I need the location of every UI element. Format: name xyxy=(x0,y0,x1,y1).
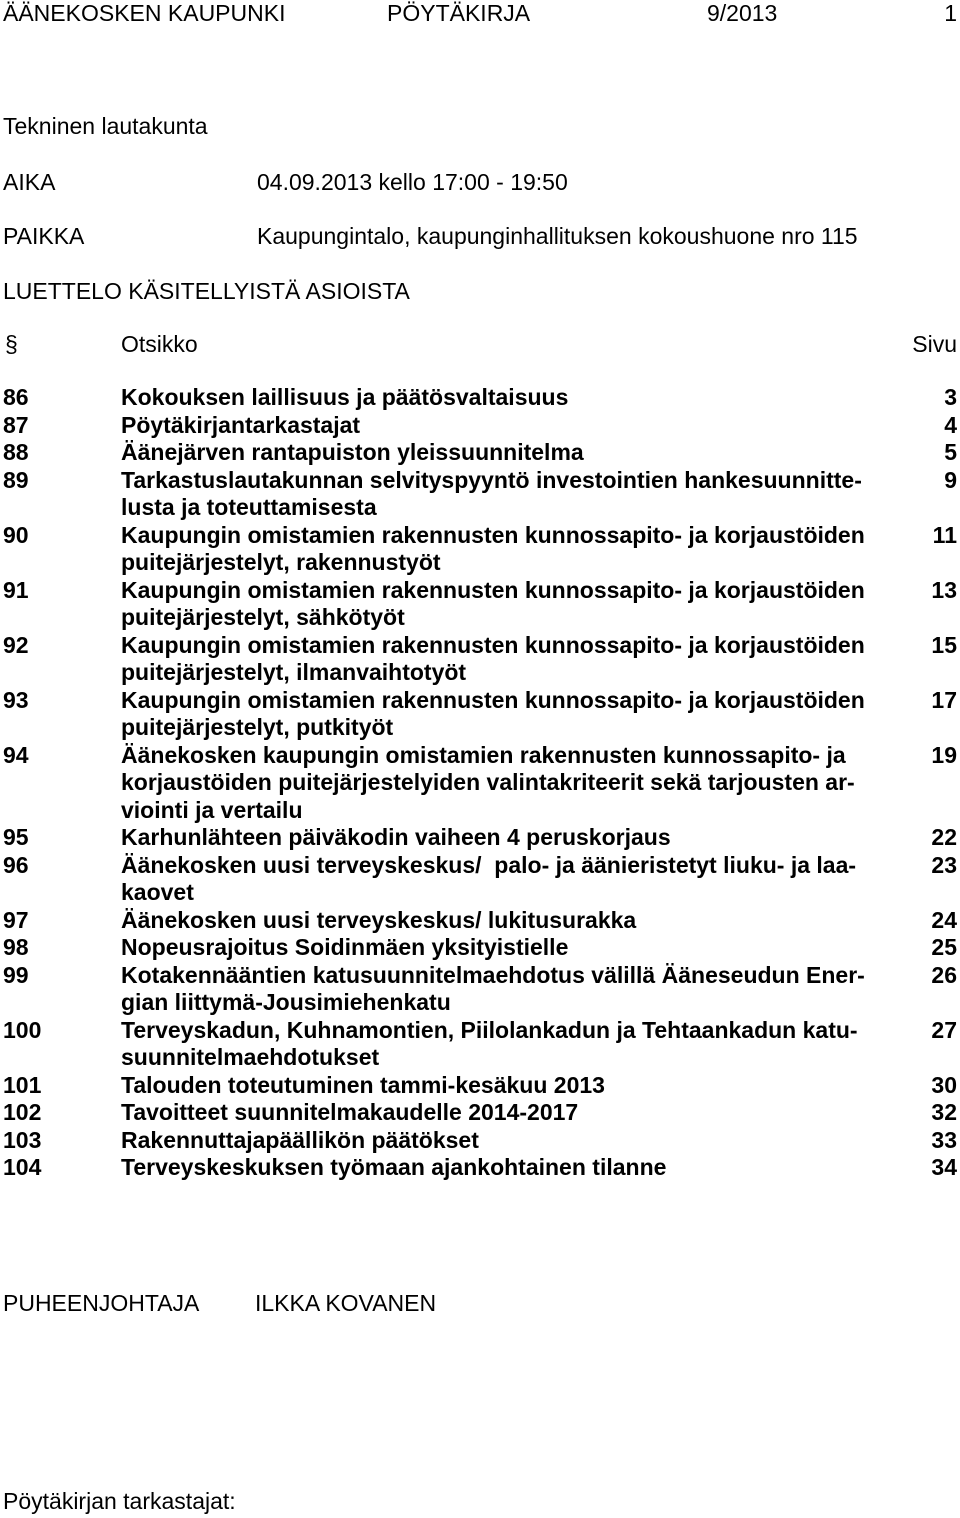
item-number: 90 xyxy=(3,521,29,548)
item-page: 26 xyxy=(931,961,957,988)
item-title-line: Tarkastuslautakunnan selvityspyyntö investointien hankesuunnitte- xyxy=(121,466,862,493)
chair-row xyxy=(0,1290,960,1318)
item-page: 11 xyxy=(932,521,957,548)
item-title-line: Kotakennääntien katusuunnitelmaehdotus välillä Ääneseudun Ener- xyxy=(121,961,865,988)
item-title xyxy=(121,742,881,825)
item-title xyxy=(121,439,881,467)
item-page: 3 xyxy=(944,384,957,410)
item-page: 19 xyxy=(931,741,957,768)
item-title-line: Äänekosken kaupungin omistamien rakennusten kunnossapito- ja xyxy=(121,741,846,768)
place-label: PAIKKA xyxy=(3,223,85,249)
item-page: 23 xyxy=(931,851,957,878)
chair-label: PUHEENJOHTAJA xyxy=(3,1290,200,1316)
item-number: 95 xyxy=(3,824,29,850)
agenda-item xyxy=(0,577,960,632)
meeting-place-row xyxy=(0,223,960,251)
item-number: 86 xyxy=(3,384,29,410)
item-title-line: Terveyskadun, Kuhnamontien, Piilolankadun ja Tehtaankadun katu- xyxy=(121,1016,858,1043)
item-title xyxy=(121,852,881,907)
agenda-item xyxy=(0,467,960,522)
item-title xyxy=(121,907,881,935)
section-column-header: § xyxy=(5,331,18,357)
item-title xyxy=(121,384,881,412)
item-title-line: Tavoitteet suunnitelmakaudelle 2014-2017 xyxy=(121,1099,579,1125)
item-page: 27 xyxy=(931,1016,957,1043)
item-title-line: Terveyskeskuksen työmaan ajankohtainen tilanne xyxy=(121,1154,667,1180)
item-title-line: puitejärjestelyt, putkityöt xyxy=(121,714,394,740)
item-title-line: Kokouksen laillisuus ja päätösvaltaisuus xyxy=(121,384,569,410)
agenda-item xyxy=(0,1127,960,1155)
item-title-line: puitejärjestelyt, rakennustyöt xyxy=(121,549,441,575)
agenda-item xyxy=(0,852,960,907)
item-title xyxy=(121,962,881,1017)
item-title xyxy=(121,632,881,687)
item-page: 17 xyxy=(931,686,957,713)
agenda-list xyxy=(0,384,960,1182)
item-title-line: kaovet xyxy=(121,879,194,905)
item-number: 97 xyxy=(3,906,29,933)
item-title-line: gian liittymä-Jousimiehenkatu xyxy=(121,989,451,1015)
agenda-item xyxy=(0,742,960,825)
agenda-item xyxy=(0,384,960,412)
time-label: AIKA xyxy=(3,169,56,195)
item-number: 89 xyxy=(3,466,29,493)
item-number: 91 xyxy=(3,576,29,603)
item-number: 94 xyxy=(3,741,29,768)
agenda-item xyxy=(0,907,960,935)
item-title-line: Kaupungin omistamien rakennusten kunnossapito- ja korjaustöiden xyxy=(121,631,865,658)
item-title-line: Nopeusrajoitus Soidinmäen yksityistielle xyxy=(121,934,569,960)
item-title-line: Karhunlähteen päiväkodin vaiheen 4 peruskorjaus xyxy=(121,824,671,850)
item-title-line: puitejärjestelyt, ilmanvaihtotyöt xyxy=(121,659,467,685)
item-number: 104 xyxy=(3,1154,42,1180)
document-number: 9/2013 xyxy=(707,0,778,26)
page-column-header: Sivu xyxy=(912,331,957,357)
agenda-item xyxy=(0,1099,960,1127)
agenda-item xyxy=(0,824,960,852)
item-title-line: puitejärjestelyt, sähkötyöt xyxy=(121,604,405,630)
item-number: 101 xyxy=(3,1071,42,1098)
agenda-item xyxy=(0,687,960,742)
item-title-line: Kaupungin omistamien rakennusten kunnossapito- ja korjaustöiden xyxy=(121,576,865,603)
item-title xyxy=(121,1127,881,1155)
item-page: 4 xyxy=(944,411,957,438)
agenda-item xyxy=(0,439,960,467)
item-page: 22 xyxy=(931,824,957,850)
item-title xyxy=(121,1017,881,1072)
column-headers xyxy=(0,331,960,359)
page-header xyxy=(0,0,960,28)
agenda-item xyxy=(0,934,960,962)
agenda-item xyxy=(0,1017,960,1072)
item-title-line: korjaustöiden puitejärjestelyiden valintakriteerit sekä tarjousten ar- xyxy=(121,769,855,795)
item-title-line: Kaupungin omistamien rakennusten kunnossapito- ja korjaustöiden xyxy=(121,686,865,713)
page-number: 1 xyxy=(944,0,957,26)
list-title: LUETTELO KÄSITELLYISTÄ ASIOISTA xyxy=(3,278,410,304)
title-column-header: Otsikko xyxy=(121,331,198,357)
item-page: 9 xyxy=(944,466,957,493)
item-number: 98 xyxy=(3,934,29,960)
item-title xyxy=(121,412,881,440)
agenda-item xyxy=(0,522,960,577)
item-title-line: suunnitelmaehdotukset xyxy=(121,1044,380,1070)
item-page: 32 xyxy=(931,1099,957,1125)
item-title xyxy=(121,577,881,632)
item-page: 25 xyxy=(931,934,957,960)
item-title xyxy=(121,1099,881,1127)
time-value: 04.09.2013 kello 17:00 - 19:50 xyxy=(257,169,568,195)
item-title xyxy=(121,1154,881,1182)
organization-name: ÄÄNEKOSKEN KAUPUNKI xyxy=(3,0,286,26)
item-title-line: Rakennuttajapäällikön päätökset xyxy=(121,1126,479,1153)
place-value: Kaupungintalo, kaupunginhallituksen kokoushuone nro 115 xyxy=(257,223,858,249)
item-title xyxy=(121,467,881,522)
item-title xyxy=(121,934,881,962)
item-title xyxy=(121,1072,881,1100)
item-number: 87 xyxy=(3,411,29,438)
item-title-line: Äänejärven rantapuiston yleissuunnitelma xyxy=(121,439,584,465)
item-number: 96 xyxy=(3,851,29,878)
item-title-line: Pöytäkirjantarkastajat xyxy=(121,411,361,438)
item-page: 15 xyxy=(931,631,957,658)
item-title xyxy=(121,687,881,742)
agenda-item xyxy=(0,962,960,1017)
agenda-item xyxy=(0,1154,960,1182)
item-page: 5 xyxy=(944,439,957,465)
item-page: 30 xyxy=(931,1071,957,1098)
item-title-line: Äänekosken uusi terveyskeskus/ palo- ja äänieristetyt liuku- ja laa- xyxy=(121,851,857,878)
item-title-line: Äänekosken uusi terveyskeskus/ lukitusurakka xyxy=(121,906,637,933)
agenda-item xyxy=(0,412,960,440)
item-number: 88 xyxy=(3,439,29,465)
chair-name: ILKKA KOVANEN xyxy=(255,1290,437,1316)
committee-name: Tekninen lautakunta xyxy=(3,113,208,139)
item-number: 100 xyxy=(3,1016,42,1043)
item-number: 102 xyxy=(3,1099,42,1125)
item-number: 103 xyxy=(3,1126,42,1153)
item-title-line: lusta ja toteuttamisesta xyxy=(121,494,377,520)
reviewers-label: Pöytäkirjan tarkastajat: xyxy=(3,1488,236,1514)
item-title xyxy=(121,824,881,852)
agenda-item xyxy=(0,1072,960,1100)
meeting-time-row xyxy=(0,169,960,197)
item-title xyxy=(121,522,881,577)
item-title-line: viointi ja vertailu xyxy=(121,796,303,823)
item-title-line: Talouden toteutuminen tammi-kesäkuu 2013 xyxy=(121,1071,605,1098)
item-number: 93 xyxy=(3,686,29,713)
item-title-line: Kaupungin omistamien rakennusten kunnossapito- ja korjaustöiden xyxy=(121,521,865,548)
item-number: 99 xyxy=(3,961,29,988)
item-page: 33 xyxy=(931,1126,957,1153)
agenda-item xyxy=(0,632,960,687)
item-page: 34 xyxy=(931,1154,957,1180)
document-type: PÖYTÄKIRJA xyxy=(387,0,531,26)
item-page: 13 xyxy=(931,576,957,603)
item-number: 92 xyxy=(3,631,29,658)
item-page: 24 xyxy=(931,906,957,933)
